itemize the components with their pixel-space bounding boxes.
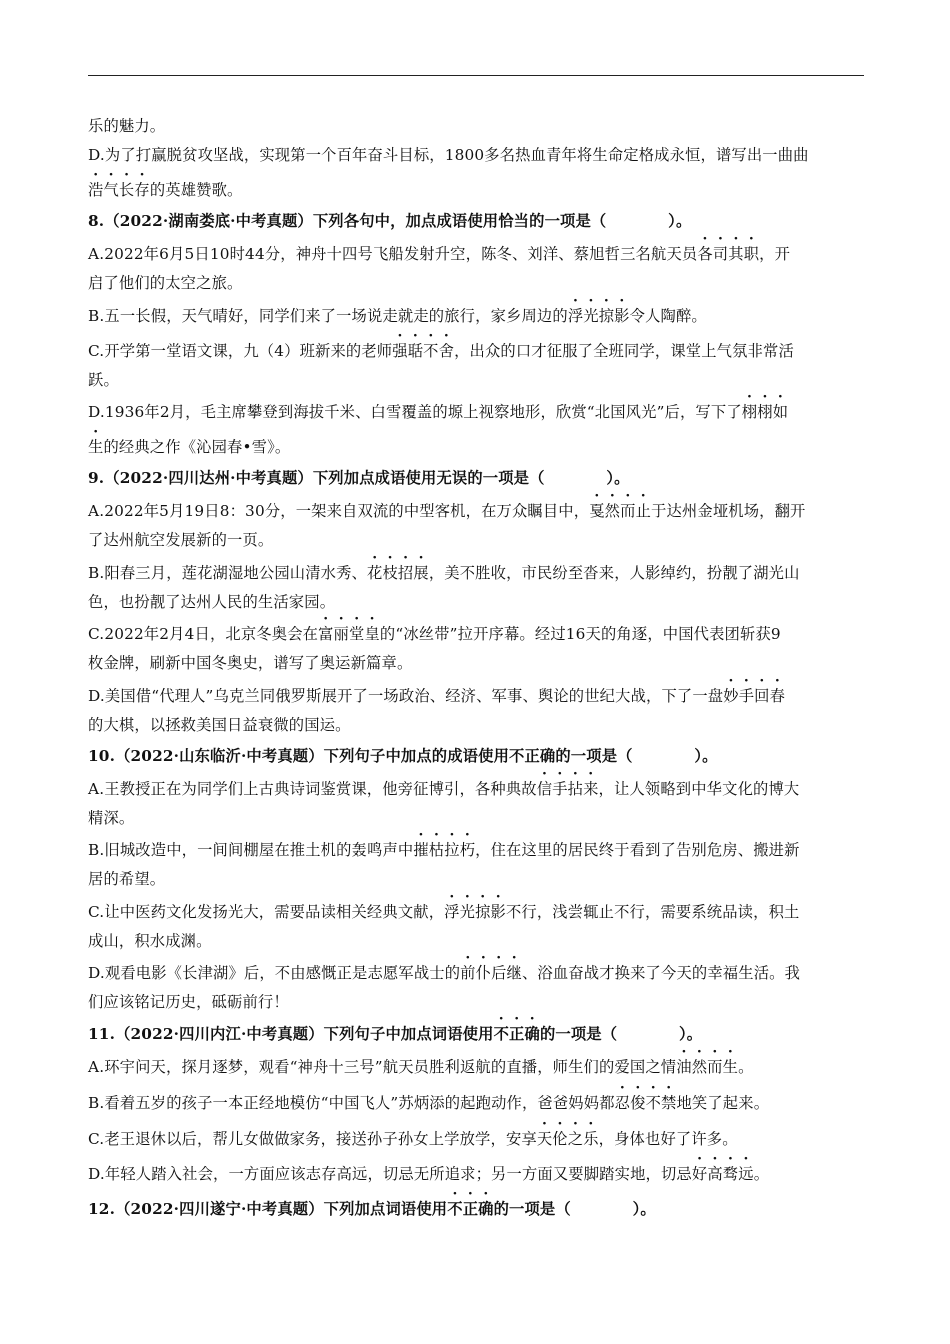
line-text: 、浴血奋战才换来了今天的幸福生活。我 <box>521 964 801 982</box>
question-stem <box>88 468 630 488</box>
emphasized-phrase: 栩栩如 <box>741 403 789 421</box>
line-text: 乐的魅力。 <box>88 117 166 135</box>
emphasized-phrase: 天伦之乐 <box>536 1130 599 1148</box>
question-stem <box>88 746 718 766</box>
line-text: 居的希望。 <box>88 870 166 888</box>
emphasized-phrase: 浮光掠影 <box>444 903 506 921</box>
line-text: 启了他们的太空之旅。 <box>88 274 243 292</box>
text-line <box>88 273 242 293</box>
question-stem <box>88 211 691 231</box>
header-rule <box>88 75 864 76</box>
emphasized-phrase: 不正确 <box>447 1200 494 1218</box>
line-text: ，身体也好了许多。 <box>598 1130 738 1148</box>
line-text: A.2022年5月19日8：30分，一架来自双流的中型客机，在万众瞩目中， <box>88 502 590 520</box>
text-line <box>88 779 799 799</box>
line-text: ，出众的口才征服了全班同学，课堂上气氛非常活 <box>454 342 794 360</box>
line-text: C.老王退休以后，帮儿女做做家务，接送孙子孙女上学放学，安享 <box>88 1130 537 1148</box>
line-text: 不行，浅尝辄止不行，需要系统品读，积土 <box>505 903 800 921</box>
text-line <box>88 992 289 1012</box>
line-text: C.让中医药文化发扬光大，需要品读相关经典文献， <box>88 903 445 921</box>
emphasized-phrase: 强聒不舍 <box>392 342 455 360</box>
line-text: D.1936年2月，毛主席攀登到海拔千米、白雪覆盖的塬上视察地形，欣赏“北国风光”后，写下了 <box>88 403 742 421</box>
emphasized-phrase: 前仆后继 <box>460 964 522 982</box>
line-text: B.看着五岁的孩子一本正经地模仿“中国飞人”苏炳添的起跑动作，爸爸妈妈都 <box>88 1094 615 1112</box>
text-line <box>88 306 707 326</box>
text-line <box>88 370 119 390</box>
line-text: 12.（2022·四川遂宁·中考真题）下列加点词语使用 <box>88 1200 448 1218</box>
line-text: 的“冰丝带”拉开序幕。经过16天的角逐，中国代表团斩获9 <box>379 625 781 643</box>
text-line <box>88 624 781 644</box>
emphasized-phrase: 浩气长存 <box>88 181 150 199</box>
text-line <box>88 902 799 922</box>
text-line <box>88 563 800 583</box>
text-line <box>88 341 794 361</box>
line-text: D.观看电影《长津湖》后，不由感慨正是志愿军战士的 <box>88 964 461 982</box>
emphasized-phrase: 不正确 <box>493 1025 540 1043</box>
text-line <box>88 653 412 673</box>
line-text: 8.（2022·湖南娄底·中考真题）下列各句中，加点成语使用恰当的一项是（ ）。 <box>88 212 692 230</box>
text-line <box>88 808 134 828</box>
emphasized-phrase: 各司其职 <box>697 245 760 263</box>
line-text: D.为了打赢脱贫攻坚战，实现第一个百年奋斗目标，1800多名热血青年将生命定格成永恒，谱写出一曲曲 <box>88 146 809 164</box>
text-line <box>88 715 351 735</box>
line-text: C.2022年2月4日，北京冬奥会在 <box>88 625 319 643</box>
line-text: 11.（2022·四川内江·中考真题）下列句子中加点词语使用 <box>88 1025 494 1043</box>
text-line <box>88 402 788 422</box>
emphasized-phrase: 好高骛远 <box>691 1165 754 1183</box>
text-line <box>88 501 806 521</box>
line-text: A.王教授正在为同学们上古典诗词鉴赏课，他旁征博引，各种典故 <box>88 780 537 798</box>
line-text: ，住在这里的居民终于看到了告别危房、搬进新 <box>475 841 800 859</box>
line-text: B.五一长假，天气晴好，同学们来了一场说走就走的旅行，家乡周边的 <box>88 307 568 325</box>
line-text: 。 <box>738 1058 754 1076</box>
text-line <box>88 1093 769 1113</box>
line-text: 地笑了起来。 <box>676 1094 770 1112</box>
text-line <box>88 1057 754 1077</box>
line-text: 于达州金垭机场，翻开 <box>651 502 806 520</box>
text-line <box>88 963 800 983</box>
line-text: 令人陶醉。 <box>629 307 707 325</box>
text-line <box>88 145 809 165</box>
line-text: B.旧城改造中，一间间棚屋在推土机的轰鸣声中 <box>88 841 414 859</box>
line-text: 10.（2022·山东临沂·中考真题）下列句子中加点的成语使用不正确的一项是（ ）。 <box>88 747 718 765</box>
text-line <box>88 180 243 200</box>
emphasized-phrase: 忍俊不禁 <box>614 1094 677 1112</box>
line-text: C.开学第一堂语文课，九（4）班新来的老师 <box>88 342 393 360</box>
line-text: 精深。 <box>88 809 135 827</box>
line-text: 的英雄赞歌。 <box>149 181 243 199</box>
emphasized-phrase: 戛然而止 <box>589 502 652 520</box>
emphasized-phrase: 浮光掠影 <box>567 307 630 325</box>
text-line <box>88 931 212 951</box>
line-text: 成山，积水成渊。 <box>88 932 212 950</box>
line-text: ，美不胜收，市民纷至沓来，人影绰约，扮靓了湖光山 <box>428 564 800 582</box>
text-line <box>88 686 785 706</box>
line-text: 枚金牌，刷新中国冬奥史，谱写了奥运新篇章。 <box>88 654 413 672</box>
emphasized-phrase: 生 <box>88 438 104 456</box>
line-text: 色，也扮靓了达州人民的生活家园。 <box>88 593 336 611</box>
line-text: 的一项是（ ）。 <box>539 1025 703 1043</box>
emphasized-phrase: 富丽堂皇 <box>318 625 380 643</box>
line-text: 跃。 <box>88 371 119 389</box>
emphasized-phrase: 摧枯拉朽 <box>413 841 476 859</box>
emphasized-phrase: 油然而生 <box>676 1058 739 1076</box>
line-text: 的经典之作《沁园春•雪》。 <box>103 438 291 456</box>
line-text: D.美国借“代理人”乌克兰同俄罗斯展开了一场政治、经济、军事、舆论的世纪大战，下了一盘 <box>88 687 724 705</box>
line-text: A.环宇问天，探月逐梦，观看“神舟十三号”航天员胜利返航的直播，师生们的爱国之情 <box>88 1058 677 1076</box>
question-stem <box>88 1199 656 1219</box>
line-text: D.年轻人踏入社会，一方面应该志存高远，切忌无所追求；另一方面又要脚踏实地，切忌 <box>88 1165 692 1183</box>
emphasized-phrase: 信手拈来 <box>536 780 599 798</box>
text-line <box>88 1129 738 1149</box>
text-line <box>88 437 290 457</box>
line-text: 9.（2022·四川达州·中考真题）下列加点成语使用无误的一项是（ ）。 <box>88 469 630 487</box>
text-line <box>88 869 165 889</box>
line-text: 们应该铭记历史，砥砺前行！ <box>88 993 289 1011</box>
text-line <box>88 592 335 612</box>
line-text: 的大棋，以拯救美国日益衰微的国运。 <box>88 716 351 734</box>
line-text: B.阳春三月，莲花湖湿地公园山清水秀、 <box>88 564 368 582</box>
question-stem <box>88 1024 702 1044</box>
emphasized-phrase: 妙手回春 <box>723 687 786 705</box>
line-text: ，开 <box>759 245 791 263</box>
text-line <box>88 244 790 264</box>
line-text: 。 <box>753 1165 770 1183</box>
text-line <box>88 116 165 136</box>
line-text: A.2022年6月5日10时44分，神舟十四号飞船发射升空，陈冬、刘洋、蔡旭哲三名航天员 <box>88 245 698 263</box>
emphasized-phrase: 花枝招展 <box>367 564 429 582</box>
text-line <box>88 840 800 860</box>
line-text: 的一项是（ ）。 <box>493 1200 656 1218</box>
line-text: 了达州航空发展新的一页。 <box>88 531 274 549</box>
line-text: ，让人领略到中华文化的博大 <box>598 780 800 798</box>
text-line <box>88 1164 769 1184</box>
text-line <box>88 530 273 550</box>
